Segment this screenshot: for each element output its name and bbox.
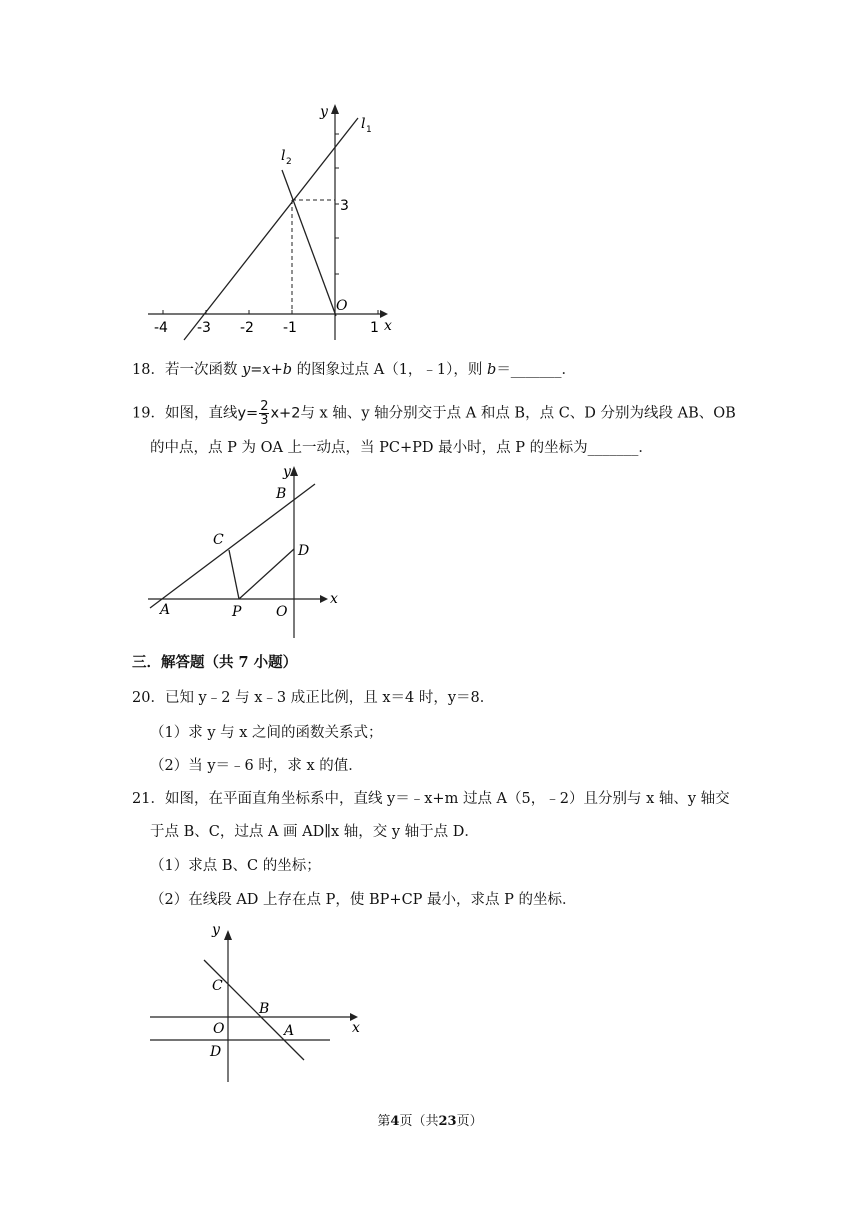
figure-2-label: y (283, 464, 291, 480)
equation-prefix: y= (237, 405, 259, 422)
figure-2-label: P (232, 604, 242, 620)
page-footer (0, 1110, 860, 1129)
figure-2-label: B (276, 486, 287, 502)
question-21-line-2: 于点 B、C，过点 A 画 AD∥x 轴，交 y 轴于点 D． (150, 824, 479, 840)
figure-1-x-tick-label: 1 (370, 320, 379, 336)
figure-2-label: D (298, 543, 310, 559)
question-20-part-1: （1）求 y 与 x 之间的函数关系式； (150, 725, 383, 741)
question-number: 19． (132, 405, 165, 422)
figure-3-graph (140, 920, 380, 1090)
figure-3-label: B (259, 1001, 270, 1017)
figure-1-y-arrow (331, 104, 339, 114)
variable: b (487, 362, 497, 378)
line-ab (150, 484, 315, 608)
equation-suffix: x+2 (270, 405, 301, 422)
question-text: 若一次函数 (164, 362, 243, 378)
figure-2-label: x (330, 591, 338, 607)
figure-1-origin-label: O (336, 298, 348, 314)
segment-pd (239, 549, 294, 599)
figure-3-label: O (213, 1021, 225, 1037)
figure-1-x-tick-label: -1 (283, 320, 297, 336)
question-text: 如图，在平面直角坐标系中，直线 y＝﹣x+m 过点 A（5，﹣2）且分别与 x 轴、y 轴交 (164, 791, 730, 807)
question-21-part-2: （2）在线段 AD 上存在点 P，使 BP+CP 最小，求点 P 的坐标． (150, 892, 577, 908)
question-text: 的图象过点 (292, 362, 374, 378)
footer-prefix: 第 (377, 1114, 391, 1129)
fraction-numerator: 2 (260, 399, 269, 414)
figure-3-label: y (212, 922, 220, 938)
question-text: A（1，﹣1），则 (373, 362, 488, 378)
line-l2 (282, 170, 336, 316)
segment-pc (229, 550, 239, 599)
figure-3-label: x (352, 1020, 360, 1036)
figure-3-label: A (284, 1023, 295, 1039)
question-text: 与 x 轴、y 轴分别交于点 A 和点 B，点 C、D 分别为线段 AB、OB (300, 405, 736, 422)
page-number: 4 (390, 1114, 400, 1129)
question-number: 20． (132, 690, 165, 706)
question-19-line-2: 的中点，点 P 为 OA 上一动点，当 PC+PD 最小时，点 P 的坐标为_______． (150, 440, 653, 456)
figure-2-label: A (160, 602, 171, 618)
answer-blank: ＝_______． (496, 362, 577, 378)
line-l2-label: l (281, 148, 286, 164)
figure-1-graph (140, 100, 400, 345)
figure-2-label: C (213, 532, 224, 548)
figure-3-label: C (212, 978, 223, 994)
figure-1-y-tick-label: 3 (340, 198, 349, 214)
question-21 (132, 789, 730, 809)
question-number: 21． (132, 791, 165, 807)
figure-1-x-tick-label: -2 (240, 320, 254, 336)
figure-1-x-arrow (380, 310, 388, 318)
fraction (259, 400, 269, 427)
fraction-denominator: 3 (260, 413, 269, 428)
question-20 (132, 688, 494, 708)
figure-1-x-axis-label: x (384, 318, 392, 334)
figure-2-label: O (276, 604, 288, 620)
line-l1-subscript: 1 (366, 125, 372, 135)
question-text: 如图，直线 (164, 405, 238, 422)
figure-1-y-axis-label: y (320, 104, 328, 120)
question-18 (132, 360, 576, 380)
footer-suffix: 页） (456, 1114, 483, 1129)
section-heading: 三．解答题（共 7 小题） (132, 654, 298, 671)
total-pages: 23 (438, 1114, 457, 1129)
question-20-part-2: （2）当 y＝﹣6 时，求 x 的值． (150, 758, 363, 774)
footer-middle: 页（共 (399, 1114, 439, 1129)
figure-3-y-arrow (224, 930, 232, 940)
question-19 (132, 400, 736, 427)
figure-2-x-arrow (320, 595, 328, 603)
question-number: 18． (132, 362, 165, 378)
line-l1-label: l (361, 116, 366, 132)
figure-1-x-tick-label: -3 (197, 320, 211, 336)
formula: y=x+b (242, 362, 293, 378)
figure-2-y-arrow (290, 466, 298, 476)
figure-3-label: D (210, 1044, 222, 1060)
question-text: 已知 y﹣2 与 x﹣3 成正比例，且 x＝4 时，y＝8． (164, 690, 495, 706)
figure-1-x-tick-label: -4 (154, 320, 168, 336)
figure-2-graph (140, 460, 350, 640)
question-21-part-1: （1）求点 B、C 的坐标； (150, 858, 321, 874)
line-l2-subscript: 2 (286, 157, 292, 167)
